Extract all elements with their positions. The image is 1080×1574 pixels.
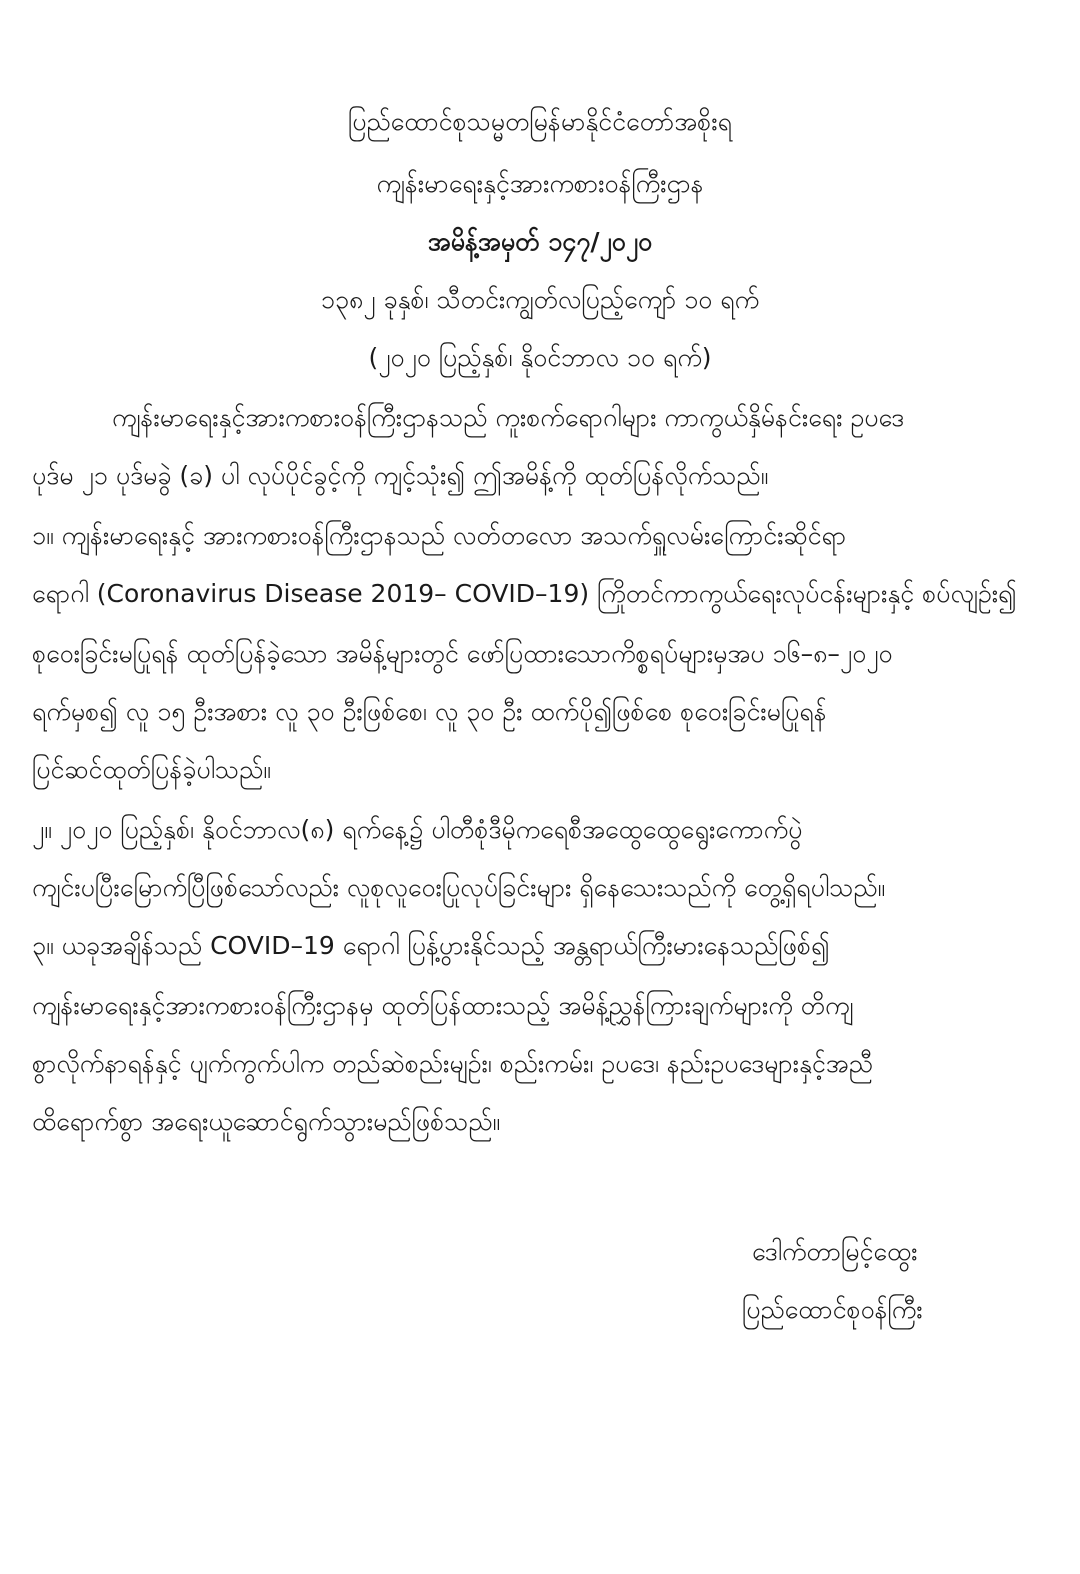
order-number: အမိန့်အမှတ် ၁၄၇/၂၀၂၀	[427, 227, 653, 256]
paragraph-3-line-1: ၃။ ယခုအချိန်သည် COVID–19 ရောဂါ ပြန့်ပွားနိုင်သည့် အန္တရာယ်ကြီးမားနေသည်ဖြစ်၍	[32, 931, 830, 960]
intro-line-2: ပုဒ်မ ၂၁ ပုဒ်မခွဲ (ခ) ပါ လုပ်ပိုင်ခွင့်ကို ကျင့်သုံး၍ ဤအမိန့်ကို ထုတ်ပြန်လိုက်သည်။	[32, 461, 769, 490]
date-gregorian: (၂၀၂၀ ပြည့်နှစ်၊ နိုဝင်ဘာလ ၁၀ ရက်)	[368, 343, 712, 372]
paragraph-1-line-4: ရက်မှစ၍ လူ ၁၅ ဦးအစား လူ ၃၀ ဦးဖြစ်စေ၊ လူ ၃၀ ဦး ထက်ပို၍ဖြစ်စေ စုဝေးခြင်းမပြုရန်	[32, 697, 827, 726]
paragraph-1-line-1: ၁။ ကျန်းမာရေးနှင့် အားကစားဝန်ကြီးဌာနသည် လတ်တလော အသက်ရှူလမ်းကြောင်းဆိုင်ရာ	[32, 521, 847, 550]
signatory-name: ဒေါက်တာမြင့်ထွေး	[752, 1237, 918, 1266]
government-title: ပြည်ထောင်စုသမ္မတမြန်မာနိုင်ငံတော်အစိုးရ	[348, 107, 732, 136]
date-myanmar: ၁၃၈၂ ခုနှစ်၊ သီတင်းကျွတ်လပြည့်ကျော် ၁၀ ရက်	[320, 285, 760, 314]
paragraph-1-line-3: စုဝေးခြင်းမပြုရန် ထုတ်ပြန်ခဲ့သော အမိန့်များတွင် ဖော်ပြထားသောကိစ္စရပ်များမှအပ ၁၆–၈–၂၀၂၀	[32, 639, 893, 668]
paragraph-2-line-2: ကျင်းပပြီးမြောက်ပြီဖြစ်သော်လည်း လူစုလူဝေးပြုလုပ်ခြင်းများ ရှိနေသေးသည်ကို တွေ့ရှိရပါသည်။	[32, 873, 886, 902]
paragraph-1-line-5: ပြင်ဆင်ထုတ်ပြန်ခဲ့ပါသည်။	[32, 755, 271, 784]
paragraph-3-line-3: စွာလိုက်နာရန်နှင့် ပျက်ကွက်ပါက တည်ဆဲစည်းမျဉ်း၊ စည်းကမ်း၊ ဥပဒေ၊ နည်းဥပဒေများနှင့်အညီ	[32, 1049, 873, 1078]
signatory-title: ပြည်ထောင်စုဝန်ကြီး	[742, 1295, 923, 1324]
paragraph-1-line-2: ရောဂါ (Coronavirus Disease 2019– COVID–19) ကြိုတင်ကာကွယ်ရေးလုပ်ငန်းများနှင့် စပ်လျဉ်း၍	[32, 579, 1017, 608]
paragraph-2-line-1: ၂။ ၂၀၂၀ ပြည့်နှစ်၊ နိုဝင်ဘာလ(၈) ရက်နေ့၌ ပါတီစုံဒီမိုကရေစီအထွေထွေရွေးကောက်ပွဲ	[32, 815, 803, 844]
ministry-title: ကျန်းမာရေးနှင့်အားကစားဝန်ကြီးဌာန	[376, 169, 704, 198]
paragraph-3-line-4: ထိရောက်စွာ အရေးယူဆောင်ရွက်သွားမည်ဖြစ်သည်။	[32, 1107, 501, 1136]
intro-line-1: ကျန်းမာရေးနှင့်အားကစားဝန်ကြီးဌာနသည် ကူးစက်ရောဂါများ ကာကွယ်နှိမ်နင်းရေး ဥပဒေ	[112, 403, 905, 432]
paragraph-3-line-2: ကျန်းမာရေးနှင့်အားကစားဝန်ကြီးဌာနမှ ထုတ်ပြန်ထားသည့် အမိန့်ညွှန်ကြားချက်များကို တိကျ	[32, 991, 854, 1020]
